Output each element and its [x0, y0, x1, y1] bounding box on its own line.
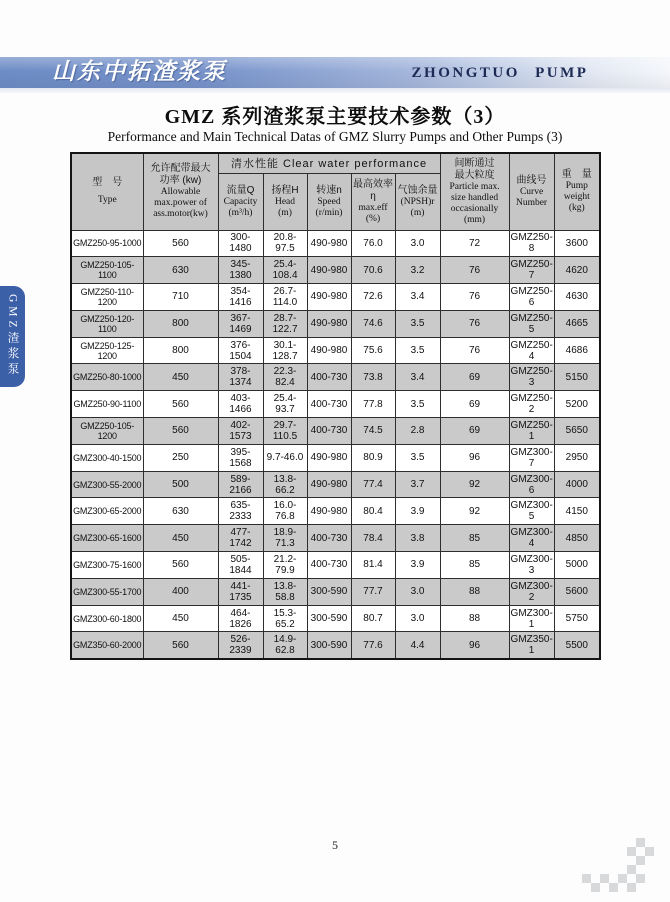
value-cell: 76.0	[351, 230, 395, 257]
value-cell: 560	[143, 632, 218, 659]
value-cell: 4686	[554, 337, 600, 364]
page-subtitle: Performance and Main Technical Datas of GMZ Slurry Pumps and Other Pumps (3)	[107, 129, 563, 144]
value-cell: 477-1742	[218, 525, 263, 552]
value-cell: 3.0	[395, 605, 440, 632]
value-cell: 400-730	[307, 525, 351, 552]
value-cell: GMZ300-1	[509, 605, 554, 632]
value-cell: 450	[143, 525, 218, 552]
value-cell: GMZ300-5	[509, 498, 554, 525]
value-cell: GMZ250-7	[509, 257, 554, 284]
brand-bar	[0, 57, 670, 88]
value-cell: 25.4-108.4	[263, 257, 307, 284]
value-cell: 3.4	[395, 364, 440, 391]
value-cell: GMZ300-4	[509, 525, 554, 552]
value-cell: GMZ250-2	[509, 391, 554, 418]
table-row	[71, 552, 600, 579]
value-cell: 85	[440, 525, 509, 552]
model-cell: GMZ300-65-2000	[71, 498, 143, 525]
value-cell: 5150	[554, 364, 600, 391]
value-cell: 78.4	[351, 525, 395, 552]
col-header-type: 型 号 Type	[71, 153, 143, 230]
value-cell: 490-980	[307, 471, 351, 498]
value-cell: 3.5	[395, 391, 440, 418]
value-cell: 500	[143, 471, 218, 498]
value-cell: 300-590	[307, 578, 351, 605]
table-row	[71, 605, 600, 632]
value-cell: 5500	[554, 632, 600, 659]
value-cell: 73.8	[351, 364, 395, 391]
value-cell: 560	[143, 418, 218, 445]
page-title: GMZ 系列渣浆泵主要技术参数（3）	[164, 106, 506, 128]
model-cell: GMZ250-80-1000	[71, 364, 143, 391]
value-cell: 5750	[554, 605, 600, 632]
value-cell: GMZ300-7	[509, 444, 554, 471]
brand-logo-cn: 山东中拓渣浆泵	[52, 58, 227, 85]
value-cell: 3.0	[395, 230, 440, 257]
model-cell: GMZ250-90-1100	[71, 391, 143, 418]
value-cell: 3.2	[395, 257, 440, 284]
value-cell: GMZ250-4	[509, 337, 554, 364]
value-cell: 22.3-82.4	[263, 364, 307, 391]
value-cell: 5650	[554, 418, 600, 445]
table-row	[71, 364, 600, 391]
value-cell: GMZ300-6	[509, 471, 554, 498]
value-cell: 400-730	[307, 364, 351, 391]
value-cell: 345-1380	[218, 257, 263, 284]
model-cell: GMZ300-55-1700	[71, 578, 143, 605]
value-cell: 560	[143, 391, 218, 418]
value-cell: 75.6	[351, 337, 395, 364]
model-cell: GMZ250-105-1200	[71, 418, 143, 445]
value-cell: 69	[440, 364, 509, 391]
value-cell: 800	[143, 310, 218, 337]
value-cell: 20.8-97.5	[263, 230, 307, 257]
value-cell: 5600	[554, 578, 600, 605]
value-cell: 15.3-65.2	[263, 605, 307, 632]
spec-table-header	[71, 153, 600, 230]
value-cell: 4620	[554, 257, 600, 284]
value-cell: 85	[440, 552, 509, 579]
value-cell: 490-980	[307, 337, 351, 364]
model-cell: GMZ250-120-1100	[71, 310, 143, 337]
value-cell: 250	[143, 444, 218, 471]
value-cell: 800	[143, 337, 218, 364]
value-cell: 300-590	[307, 632, 351, 659]
value-cell: 3.4	[395, 284, 440, 311]
value-cell: 77.7	[351, 578, 395, 605]
value-cell: 3.9	[395, 552, 440, 579]
value-cell: 16.0-76.8	[263, 498, 307, 525]
col-header-capacity: 流量Q Capacity (m³/h)	[218, 173, 263, 230]
value-cell: 72.6	[351, 284, 395, 311]
col-header-max-efficiency: 最高效率η max.eff (%)	[351, 173, 395, 230]
model-cell: GMZ250-95-1000	[71, 230, 143, 257]
table-row	[71, 632, 600, 659]
value-cell: 80.4	[351, 498, 395, 525]
value-cell: 395-1568	[218, 444, 263, 471]
table-row	[71, 444, 600, 471]
model-cell: GMZ300-55-2000	[71, 471, 143, 498]
value-cell: 76	[440, 337, 509, 364]
table-row	[71, 471, 600, 498]
value-cell: 4.4	[395, 632, 440, 659]
value-cell: 74.5	[351, 418, 395, 445]
value-cell: 76	[440, 310, 509, 337]
value-cell: 28.7-122.7	[263, 310, 307, 337]
page-number: 5	[332, 838, 338, 852]
value-cell: 3.5	[395, 337, 440, 364]
value-cell: 26.7-114.0	[263, 284, 307, 311]
value-cell: 4665	[554, 310, 600, 337]
table-row	[71, 284, 600, 311]
value-cell: 354-1416	[218, 284, 263, 311]
value-cell: 3.0	[395, 578, 440, 605]
value-cell: 441-1735	[218, 578, 263, 605]
value-cell: GMZ250-1	[509, 418, 554, 445]
model-cell: GMZ250-125-1200	[71, 337, 143, 364]
value-cell: 710	[143, 284, 218, 311]
spec-table	[70, 152, 601, 660]
value-cell: 560	[143, 230, 218, 257]
model-cell: GMZ250-110-1200	[71, 284, 143, 311]
col-header-speed: 转速n Speed (r/min)	[307, 173, 351, 230]
value-cell: 378-1374	[218, 364, 263, 391]
value-cell: 3.8	[395, 525, 440, 552]
value-cell: 526-2339	[218, 632, 263, 659]
value-cell: 5000	[554, 552, 600, 579]
col-header-npsh: 气蚀余量 (NPSH)r (m)	[395, 173, 440, 230]
value-cell: 560	[143, 552, 218, 579]
value-cell: GMZ300-2	[509, 578, 554, 605]
value-cell: 4000	[554, 471, 600, 498]
value-cell: 76	[440, 257, 509, 284]
value-cell: 589-2166	[218, 471, 263, 498]
table-row	[71, 418, 600, 445]
model-cell: GMZ300-40-1500	[71, 444, 143, 471]
value-cell: 13.8-66.2	[263, 471, 307, 498]
value-cell: GMZ250-8	[509, 230, 554, 257]
value-cell: 25.4-93.7	[263, 391, 307, 418]
value-cell: 450	[143, 364, 218, 391]
value-cell: 88	[440, 578, 509, 605]
value-cell: 490-980	[307, 284, 351, 311]
col-header-head: 扬程H Head (m)	[263, 173, 307, 230]
value-cell: 69	[440, 391, 509, 418]
value-cell: 81.4	[351, 552, 395, 579]
model-cell: GMZ300-60-1800	[71, 605, 143, 632]
model-cell: GMZ350-60-2000	[71, 632, 143, 659]
value-cell: 450	[143, 605, 218, 632]
model-cell: GMZ300-65-1600	[71, 525, 143, 552]
value-cell: 4850	[554, 525, 600, 552]
value-cell: 92	[440, 471, 509, 498]
value-cell: 400-730	[307, 552, 351, 579]
value-cell: 77.6	[351, 632, 395, 659]
model-cell: GMZ250-105-1100	[71, 257, 143, 284]
sidebar-tab-gmz-slurry-pump	[0, 286, 25, 387]
table-row	[71, 230, 600, 257]
brand-bar-shadow	[0, 88, 670, 93]
value-cell: 88	[440, 605, 509, 632]
value-cell: 70.6	[351, 257, 395, 284]
value-cell: 29.7-110.5	[263, 418, 307, 445]
value-cell: 77.8	[351, 391, 395, 418]
value-cell: 490-980	[307, 230, 351, 257]
table-row	[71, 525, 600, 552]
value-cell: GMZ250-3	[509, 364, 554, 391]
value-cell: 635-2333	[218, 498, 263, 525]
value-cell: 3600	[554, 230, 600, 257]
value-cell: 92	[440, 498, 509, 525]
value-cell: 490-980	[307, 257, 351, 284]
value-cell: 4630	[554, 284, 600, 311]
value-cell: GMZ350-1	[509, 632, 554, 659]
spec-table-body	[71, 230, 600, 659]
value-cell: 376-1504	[218, 337, 263, 364]
value-cell: 80.9	[351, 444, 395, 471]
value-cell: 300-590	[307, 605, 351, 632]
value-cell: 76	[440, 284, 509, 311]
value-cell: 96	[440, 444, 509, 471]
value-cell: 9.7-46.0	[263, 444, 307, 471]
table-row	[71, 337, 600, 364]
value-cell: 30.1-128.7	[263, 337, 307, 364]
table-row	[71, 578, 600, 605]
value-cell: 96	[440, 632, 509, 659]
value-cell: 74.6	[351, 310, 395, 337]
col-header-clear-water-performance: 清水性能 Clear water performance	[218, 153, 440, 173]
brand-name-en: ZHONGTUO PUMP	[411, 65, 589, 81]
value-cell: GMZ300-3	[509, 552, 554, 579]
value-cell: 300-1480	[218, 230, 263, 257]
table-row	[71, 391, 600, 418]
value-cell: 400-730	[307, 418, 351, 445]
value-cell: 14.9-62.8	[263, 632, 307, 659]
col-header-curve-number: 曲线号 Curve Number	[509, 153, 554, 230]
value-cell: 490-980	[307, 310, 351, 337]
col-header-max-power: 允许配带最大 功率 (kw) Allowable max.power of ass.motor(kw)	[143, 153, 218, 230]
value-cell: 403-1466	[218, 391, 263, 418]
value-cell: 3.9	[395, 498, 440, 525]
value-cell: 3.5	[395, 310, 440, 337]
value-cell: 505-1844	[218, 552, 263, 579]
checker-pattern-decoration	[578, 830, 654, 893]
value-cell: 2.8	[395, 418, 440, 445]
value-cell: 630	[143, 498, 218, 525]
value-cell: 3.5	[395, 444, 440, 471]
value-cell: 5200	[554, 391, 600, 418]
value-cell: GMZ250-6	[509, 284, 554, 311]
value-cell: 630	[143, 257, 218, 284]
value-cell: 400-730	[307, 391, 351, 418]
value-cell: 400	[143, 578, 218, 605]
value-cell: 72	[440, 230, 509, 257]
value-cell: 18.9-71.3	[263, 525, 307, 552]
table-row	[71, 257, 600, 284]
value-cell: 490-980	[307, 498, 351, 525]
value-cell: 2950	[554, 444, 600, 471]
model-cell: GMZ300-75-1600	[71, 552, 143, 579]
value-cell: 402-1573	[218, 418, 263, 445]
value-cell: 367-1469	[218, 310, 263, 337]
value-cell: GMZ250-5	[509, 310, 554, 337]
value-cell: 80.7	[351, 605, 395, 632]
value-cell: 3.7	[395, 471, 440, 498]
value-cell: 13.8-58.8	[263, 578, 307, 605]
table-row	[71, 310, 600, 337]
value-cell: 21.2-79.9	[263, 552, 307, 579]
value-cell: 464-1826	[218, 605, 263, 632]
value-cell: 490-980	[307, 444, 351, 471]
col-header-pump-weight: 重 量 Pump weight (kg)	[554, 153, 600, 230]
value-cell: 69	[440, 418, 509, 445]
col-header-particle-size: 间断通过 最大粒度 Particle max. size handled occasionally (mm)	[440, 153, 509, 230]
value-cell: 4150	[554, 498, 600, 525]
sidebar-tab-label: GMZ渣浆泵	[6, 294, 19, 379]
value-cell: 77.4	[351, 471, 395, 498]
table-row	[71, 498, 600, 525]
